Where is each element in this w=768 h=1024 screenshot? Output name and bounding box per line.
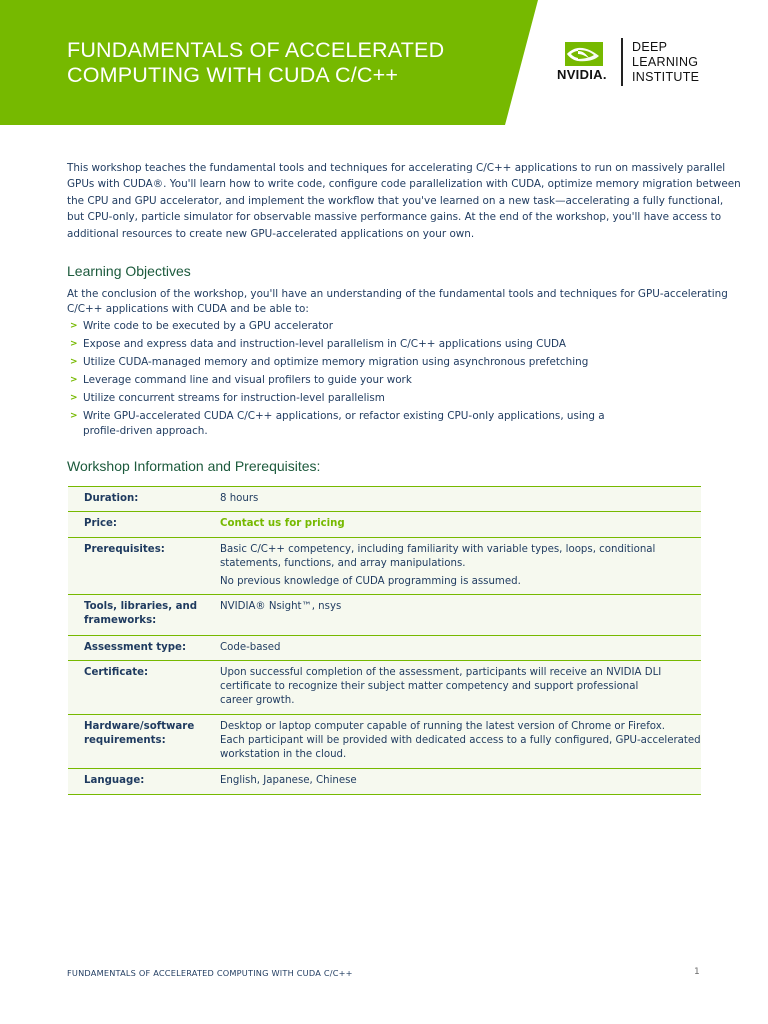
header-banner [0, 0, 768, 125]
title-line-1: FUNDAMENTALS OF ACCELERATED [67, 38, 445, 62]
certificate-value: Upon successful completion of the assessment, participants will receive an NVIDIA DLI certificate to recognize their subject matter competency and support professional career growth. [220, 667, 662, 707]
table-row [68, 660, 701, 714]
table-row [68, 537, 701, 594]
hardware-label: Hardware/software requirements: [84, 721, 195, 747]
dli-line-2: LEARNING [632, 55, 699, 69]
tools-label: Tools, libraries, and frameworks: [84, 601, 198, 627]
certificate-label: Certificate: [84, 667, 149, 678]
chevron-right-icon: > [70, 321, 78, 331]
objective-text: Write GPU-accelerated CUDA C/C++ applications, or refactor existing CPU-only applications, using a [83, 410, 605, 422]
contact-pricing-link[interactable]: Contact us for pricing [220, 518, 345, 529]
nvidia-eye-icon [565, 42, 603, 66]
intro-line: the CPU and GPU accelerator, and implement the workflow that you've learned on a new task—accelerating a fully functional, [67, 194, 724, 207]
chevron-right-icon: > [70, 393, 78, 403]
logo-divider [621, 38, 623, 86]
footer-title: FUNDAMENTALS OF ACCELERATED COMPUTING WITH CUDA C/C++ [67, 968, 353, 978]
intro-line: but CPU-only, particle simulator for observable massive performance gains. At the end of the workshop, you'll have access to [67, 211, 722, 224]
language-label: Language: [84, 775, 145, 786]
intro-line: GPUs with CUDA®. You'll learn how to write code, configure code parallelization with CUDA, optimize memory migration between [67, 178, 741, 191]
table-row [68, 511, 701, 537]
chevron-right-icon: > [70, 339, 78, 349]
objective-text: Utilize CUDA-managed memory and optimize memory migration using asynchronous prefetching [83, 356, 589, 368]
intro-line: At the conclusion of the workshop, you'll have an understanding of the fundamental tools and techniques for GPU-accelerating [67, 288, 728, 300]
dli-line-1: DEEP [632, 40, 668, 54]
table-row [68, 768, 701, 795]
table-row [68, 486, 701, 511]
list-item [70, 373, 710, 388]
dli-wordmark [632, 40, 699, 85]
list-item [70, 319, 710, 334]
chevron-right-icon: > [70, 411, 78, 421]
objective-text: Utilize concurrent streams for instruction-level parallelism [83, 392, 385, 404]
assessment-value: Code-based [220, 642, 281, 653]
list-item [70, 337, 710, 352]
intro-line: additional resources to create new GPU-accelerated applications on your own. [67, 227, 475, 240]
nvidia-wordmark: NVIDIA. [557, 67, 607, 82]
prerequisites-value: Basic C/C++ competency, including familiarity with variable types, loops, conditional statements, functions, and array manipulations. No previous knowledge of CUDA programming is assumed. [220, 544, 656, 588]
list-item [70, 355, 710, 370]
objective-text: Leverage command line and visual profilers to guide your work [83, 374, 412, 386]
duration-label: Duration: [84, 493, 139, 504]
intro-line: C/C++ applications with CUDA and be able to: [67, 302, 309, 315]
objective-text: profile-driven approach. [83, 424, 208, 437]
page-number: 1 [694, 967, 700, 977]
hardware-value: Desktop or laptop computer capable of running the latest version of Chrome or Firefox. Each participant will be provided with dedicated access to a fully configured, GPU-accelerated workstation in the cloud. [220, 721, 701, 761]
learning-objectives-heading: Learning Objectives [67, 263, 191, 279]
assessment-label: Assessment type: [84, 642, 187, 653]
objective-text: Expose and express data and instruction-level parallelism in C/C++ applications using CUDA [83, 338, 566, 350]
table-row [68, 635, 701, 660]
table-row [68, 594, 701, 635]
list-item [70, 409, 710, 438]
table-row [68, 714, 701, 768]
title-line-2: COMPUTING WITH CUDA C/C++ [67, 63, 399, 87]
page-title [67, 38, 507, 88]
chevron-right-icon: > [70, 357, 78, 367]
intro-paragraph [67, 160, 741, 242]
chevron-right-icon: > [70, 375, 78, 385]
workshop-info-heading: Workshop Information and Prerequisites: [67, 458, 321, 474]
objective-text: Write code to be executed by a GPU accelerator [83, 320, 333, 332]
price-label: Price: [84, 518, 118, 529]
language-value: English, Japanese, Chinese [220, 775, 357, 786]
workshop-info-table [68, 486, 701, 795]
duration-value: 8 hours [220, 493, 259, 504]
intro-line: This workshop teaches the fundamental tools and techniques for accelerating C/C++ applications to run on massively parallel [67, 162, 726, 174]
objectives-list [70, 319, 710, 438]
learning-objectives-intro [67, 287, 728, 316]
nvidia-dli-logo [557, 40, 707, 90]
list-item [70, 391, 710, 406]
prerequisites-label: Prerequisites: [84, 544, 165, 555]
dli-line-3: INSTITUTE [632, 70, 700, 84]
tools-value: NVIDIA® Nsight™, nsys [220, 601, 342, 612]
